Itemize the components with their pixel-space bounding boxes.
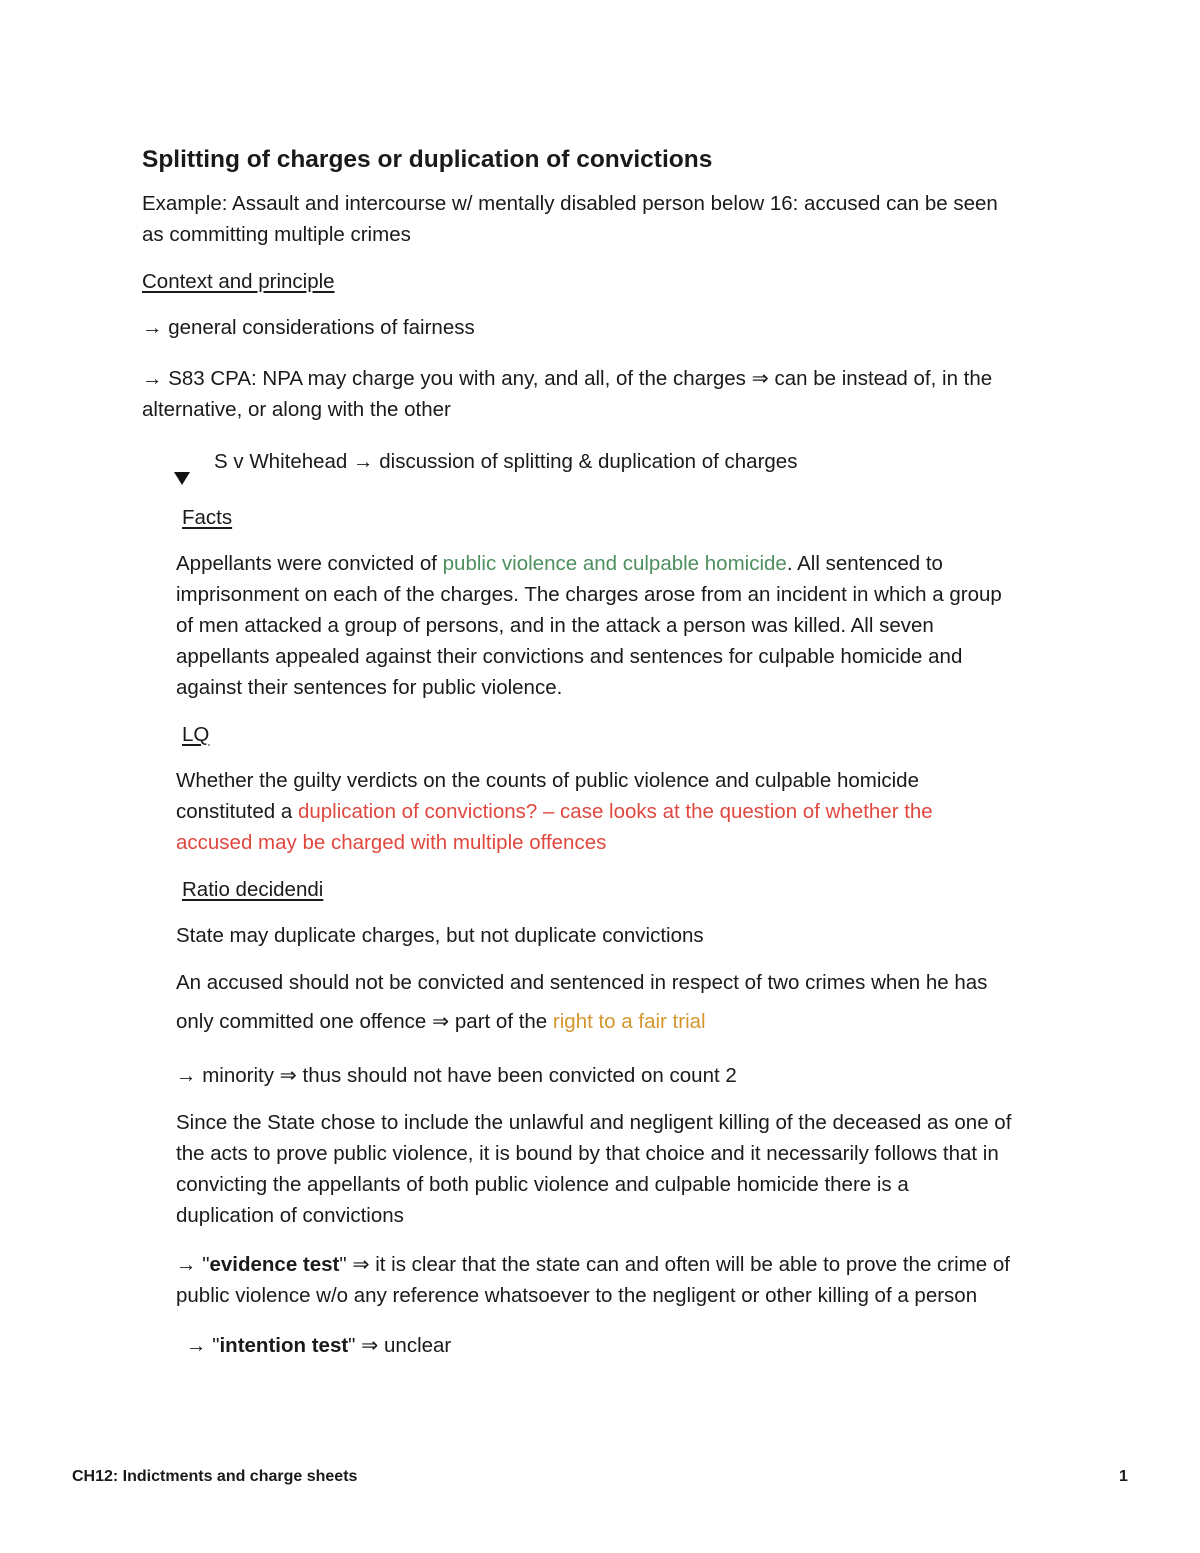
lq-line-2 — [176, 800, 933, 825]
intention-test-line — [186, 1334, 451, 1359]
lq-heading: LQ — [182, 723, 210, 746]
case-description: discussion of splitting & duplication of charges — [379, 450, 798, 473]
intention-test-post: " ⇒ unclear — [348, 1334, 452, 1357]
context-point-2-line-2: alternative, or along with the other — [142, 398, 451, 421]
fair-trial-highlight: right to a fair trial — [552, 1010, 706, 1033]
lq-line-1: Whether the guilty verdicts on the counts of public violence and culpable homicide — [176, 769, 919, 792]
evidence-test-post: " ⇒ it is clear that the state can and often will be able to prove the crime of — [339, 1253, 1010, 1276]
ratio-point-1: State may duplicate charges, but not duplicate convictions — [176, 924, 704, 947]
ratio-point-2-line-2 — [176, 1010, 706, 1035]
facts-line-5: against their sentences for public violence. — [176, 676, 563, 699]
facts-line-2: imprisonment on each of the charges. The charges arose from an incident in which a group — [176, 583, 1002, 606]
facts-line-1-post: . All sentenced to — [786, 552, 943, 575]
ratio-point-3: → minority ⇒ thus should not have been convicted on count 2 — [176, 1064, 737, 1087]
facts-line-1 — [176, 552, 943, 577]
facts-line-1-pre: Appellants were convicted of — [176, 552, 443, 575]
context-point-1: → general considerations of fairness — [142, 316, 475, 339]
ratio-point-4-line-2: the acts to prove public violence, it is bound by that choice and it necessarily follows that in — [176, 1142, 999, 1165]
context-heading: Context and principle — [142, 270, 335, 293]
facts-line-4: appellants appealed against their convictions and sentences for culpable homicide and — [176, 645, 963, 668]
intention-test-pre: → " — [186, 1334, 220, 1357]
example-line-2: as committing multiple crimes — [142, 223, 411, 246]
case-name: S v Whitehead — [214, 450, 348, 473]
case-bullet — [214, 450, 797, 475]
footer-chapter: CH12: Indictments and charge sheets — [72, 1468, 358, 1485]
lq-line-3: accused may be charged with multiple offences — [176, 831, 607, 854]
lq-line-2-pre: constituted a — [176, 800, 298, 823]
triangle-bullet-icon — [174, 472, 190, 485]
evidence-test-pre: → " — [176, 1253, 210, 1276]
example-line-1: Example: Assault and intercourse w/ mentally disabled person below 16: accused can be seen — [142, 192, 998, 215]
ratio-heading: Ratio decidendi — [182, 878, 324, 901]
intention-test-term: intention test — [219, 1334, 349, 1357]
ratio-point-2-line-1: An accused should not be convicted and sentenced in respect of two crimes when he has — [176, 971, 988, 994]
lq-highlight: duplication of convictions? – case looks at the question of whether the — [297, 800, 933, 823]
ratio-point-2-pre: only committed one offence ⇒ part of the — [176, 1010, 553, 1033]
ratio-point-4-line-1: Since the State chose to include the unlawful and negligent killing of the deceased as one of — [176, 1111, 1012, 1134]
facts-heading: Facts — [182, 506, 233, 529]
ratio-point-4-line-3: convicting the appellants of both public violence and culpable homicide there is a — [176, 1173, 909, 1196]
arrow-icon: → — [353, 450, 374, 473]
evidence-test-term: evidence test — [209, 1253, 340, 1276]
page-title: Splitting of charges or duplication of convictions — [142, 146, 713, 173]
evidence-test-line-1 — [176, 1253, 1010, 1278]
facts-highlight: public violence and culpable homicide — [442, 552, 787, 575]
context-point-2-line-1: → S83 CPA: NPA may charge you with any, and all, of the charges ⇒ can be instead of, in the — [142, 367, 993, 390]
facts-line-3: of men attacked a group of persons, and in the attack a person was killed. All seven — [176, 614, 934, 637]
page-number: 1 — [1119, 1468, 1128, 1485]
evidence-test-line-2: public violence w/o any reference whatsoever to the negligent or other killing of a person — [176, 1284, 978, 1307]
ratio-point-4-line-4: duplication of convictions — [176, 1204, 404, 1227]
